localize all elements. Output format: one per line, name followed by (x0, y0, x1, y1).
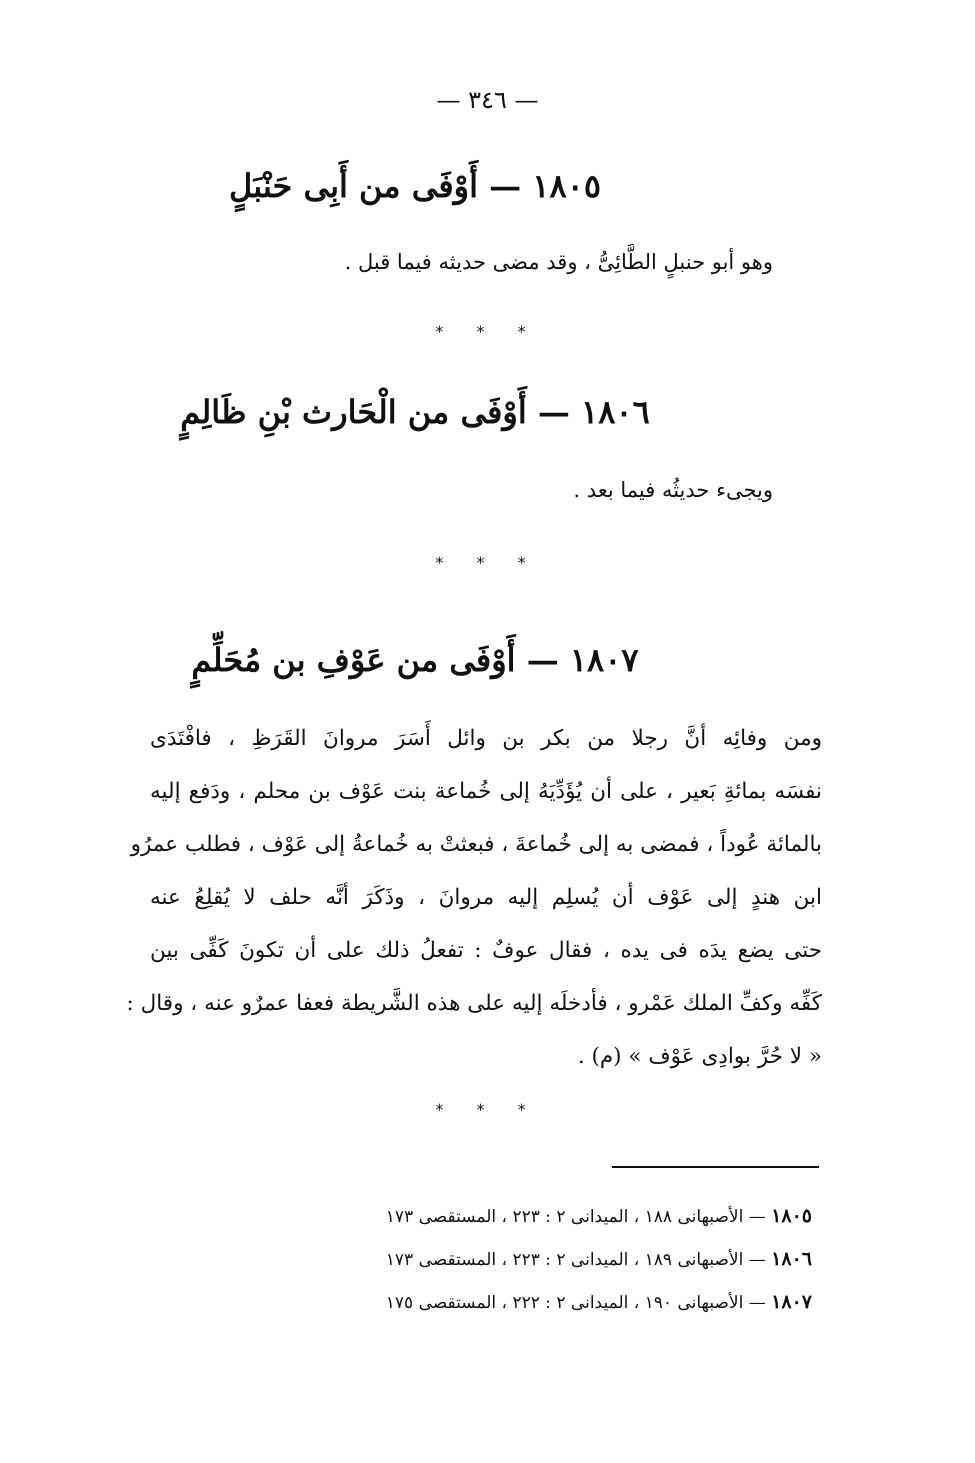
footnote-text: — الأصبهانى ١٨٨ ، الميدانى ٢ : ٢٢٣ ، المستقصى ١٧٣ (385, 1207, 766, 1227)
entry-text-1806: ويجىء حديثُه فيما بعد . (573, 478, 773, 502)
text-line: كَفِّه وكفِّ الملك عَمْرو ، فأدخلَه إليه على هذه الشَّريطة فعفا عمرٌو عنه ، وقال : (126, 991, 822, 1016)
footnote-number: ١٨٠٧ (771, 1291, 812, 1313)
text-line: بالمائة عُوداً ، فمضى به إلى خُماعةَ ، فبعثتْ به خُماعةُ إلى عَوْف ، فطلب عمرُو (130, 832, 822, 857)
section-separator-1: * * * (435, 322, 540, 341)
entry-heading-1806: ١٨٠٦ — أَوْفَى من الْحَارث بْنِ ظَالِمٍ (180, 393, 650, 431)
section-separator-3: * * * (435, 1100, 540, 1119)
footnote-1807 (250, 1281, 812, 1324)
text-line: حتى يضع يدَه فى يده ، فقال عوفٌ : تفعلُ ذلك على أن تكونَ كَفِّى بين (150, 938, 822, 963)
text-line: « لا حُرَّ بوادِى عَوْف » (م) . (577, 1044, 822, 1069)
footnote-number: ١٨٠٥ (771, 1205, 812, 1227)
page-number: — ٣٤٦ — (436, 86, 539, 114)
footnote-number: ١٨٠٦ (771, 1248, 812, 1270)
entry-text-1805: وهو أبو حنبلٍ الطَّائِىُّ ، وقد مضى حديثه فيما قبل . (344, 250, 773, 274)
section-separator-2: * * * (435, 553, 540, 572)
footnote-text: — الأصبهانى ١٩٠ ، الميدانى ٢ : ٢٢٢ ، المستقصى ١٧٥ (385, 1293, 766, 1313)
text-line: نفسَه بمائةِ بَعير ، على أن يُؤَدِّيَهُ إلى خُماعة بنت عَوْف بن محلم ، ودَفع إليه (150, 779, 822, 804)
entry-heading-1805: ١٨٠٥ — أَوْفَى من أَبِى حَنْبَلٍ (228, 167, 602, 205)
footnotes (250, 1195, 812, 1324)
footnote-1806 (250, 1238, 812, 1281)
text-line: ابن هندٍ إلى عَوْف أن يُسلِم إليه مروانَ ، وذَكَرَ أنَّه حلف لا يُقلِعُ عنه (150, 885, 822, 910)
footnote-1805 (250, 1195, 812, 1238)
entry-text-1807 (126, 712, 822, 1083)
text-line: ومن وفائِه أنَّ رجلا من بكر بن وائل أَسَرَ مروانَ القَرَظِ ، فافْتَدَى (150, 726, 822, 751)
footnote-divider (612, 1166, 819, 1168)
entry-heading-1807: ١٨٠٧ — أَوْفَى من عَوْفِ بن مُحَلِّمٍ (191, 641, 639, 679)
footnote-text: — الأصبهانى ١٨٩ ، الميدانى ٢ : ٢٢٣ ، المستقصى ١٧٣ (385, 1250, 766, 1270)
